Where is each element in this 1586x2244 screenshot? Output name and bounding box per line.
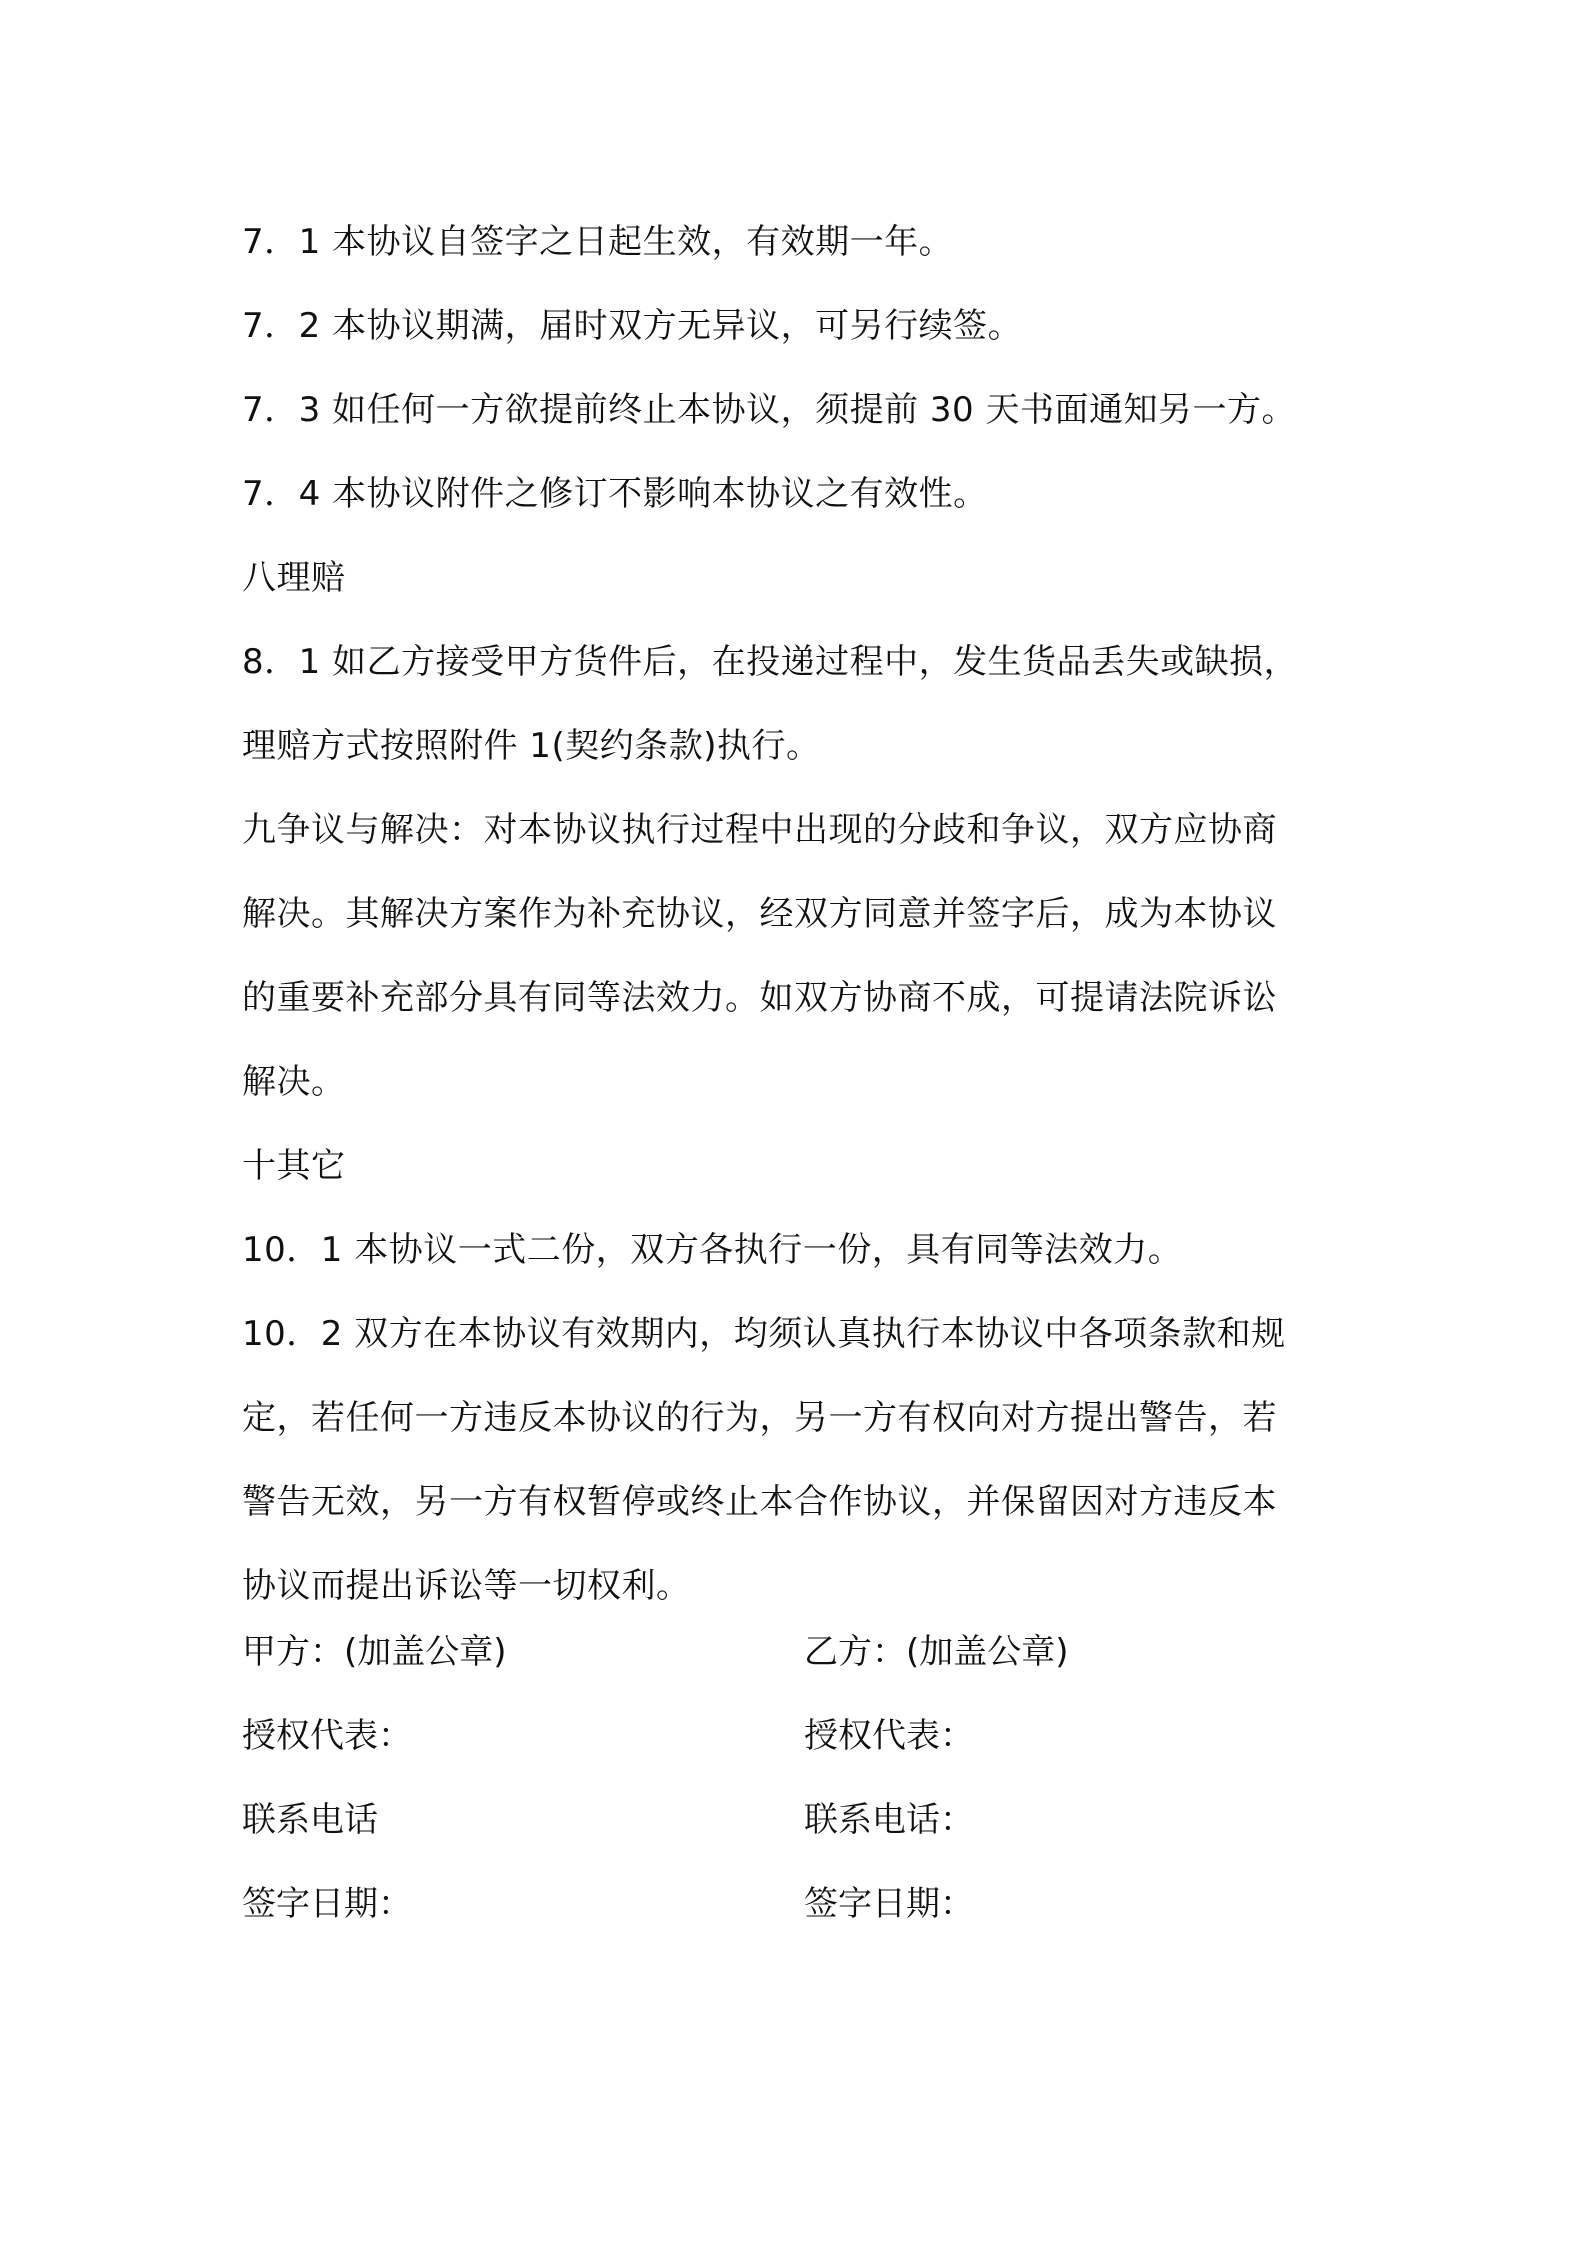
party-a-representative: 授权代表： xyxy=(242,1716,412,1756)
clause-7-4: 7．4 本协议附件之修订不影响本协议之有效性。 xyxy=(242,474,988,514)
party-b-phone: 联系电话： xyxy=(804,1800,974,1840)
signature-row-seal xyxy=(242,1610,1362,1694)
section-dispute-line-1: 九争议与解决：对本协议执行过程中出现的分歧和争议，双方应协商 xyxy=(242,810,1277,850)
section-dispute-line-4: 解决。 xyxy=(242,1062,346,1102)
signature-row-representative xyxy=(242,1694,1362,1778)
party-b-date: 签字日期： xyxy=(804,1884,974,1924)
clause-10-2-line-1: 10．2 双方在本协议有效期内，均须认真执行本协议中各项条款和规 xyxy=(242,1314,1286,1354)
clause-10-2-line-3: 警告无效，另一方有权暂停或终止本合作协议，并保留因对方违反本 xyxy=(242,1482,1277,1522)
party-b-representative: 授权代表： xyxy=(804,1716,974,1756)
section-heading-other: 十其它 xyxy=(242,1146,346,1186)
clause-7-2: 7．2 本协议期满，届时双方无异议，可另行续签。 xyxy=(242,306,1023,346)
clause-8-1-line-1: 8．1 如乙方接受甲方货件后，在投递过程中，发生货品丢失或缺损， xyxy=(242,642,1299,682)
clause-10-2-line-4: 协议而提出诉讼等一切权利。 xyxy=(242,1566,691,1606)
section-dispute-line-3: 的重要补充部分具有同等法效力。如双方协商不成，可提请法院诉讼 xyxy=(242,978,1277,1018)
agreement-body xyxy=(242,200,1362,1628)
section-heading-claims: 八理赔 xyxy=(242,558,346,598)
section-dispute-line-2: 解决。其解决方案作为补充协议，经双方同意并签字后，成为本协议 xyxy=(242,894,1277,934)
clause-7-3: 7．3 如任何一方欲提前终止本协议，须提前 30 天书面通知另一方。 xyxy=(242,390,1296,430)
clause-7-1: 7．1 本协议自签字之日起生效，有效期一年。 xyxy=(242,222,954,262)
signature-block xyxy=(242,1610,1362,1946)
clause-8-1-line-2: 理赔方式按照附件 1(契约条款)执行。 xyxy=(242,726,821,766)
party-b-seal: 乙方：(加盖公章) xyxy=(804,1632,1069,1672)
signature-row-phone xyxy=(242,1778,1362,1862)
party-a-date: 签字日期： xyxy=(242,1884,412,1924)
party-a-phone: 联系电话 xyxy=(242,1800,378,1840)
party-a-seal: 甲方：(加盖公章) xyxy=(242,1632,507,1672)
clause-10-1: 10．1 本协议一式二份，双方各执行一份，具有同等法效力。 xyxy=(242,1230,1183,1270)
signature-row-date xyxy=(242,1862,1362,1946)
clause-10-2-line-2: 定，若任何一方违反本协议的行为，另一方有权向对方提出警告，若 xyxy=(242,1398,1277,1438)
